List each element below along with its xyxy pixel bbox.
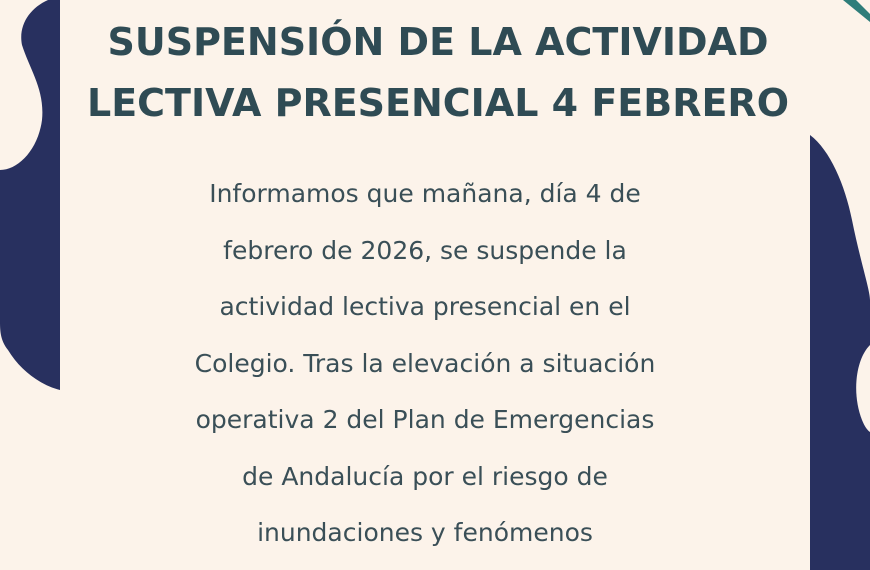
title-line-1: SUSPENSIÓN DE LA ACTIVIDAD [107, 20, 769, 64]
body-line: operativa 2 del Plan de Emergencias [195, 405, 655, 434]
body-line: Colegio. Tras la elevación a situación [194, 348, 656, 378]
body-line: de Andalucía por el riesgo de [242, 461, 608, 491]
body-line: actividad lectiva presencial en el [219, 292, 631, 321]
left-navy-shape [0, 0, 60, 390]
body-line: febrero de 2026, se suspende la [223, 235, 627, 265]
title-line-2: LECTIVA PRESENCIAL 4 FEBRERO [87, 81, 789, 125]
page-title [60, 12, 816, 134]
teal-accent-stroke [843, 0, 870, 22]
notice-body [140, 166, 710, 562]
body-line: Informamos que mañana, día 4 de [209, 179, 641, 208]
body-line: inundaciones y fenómenos [257, 518, 593, 547]
